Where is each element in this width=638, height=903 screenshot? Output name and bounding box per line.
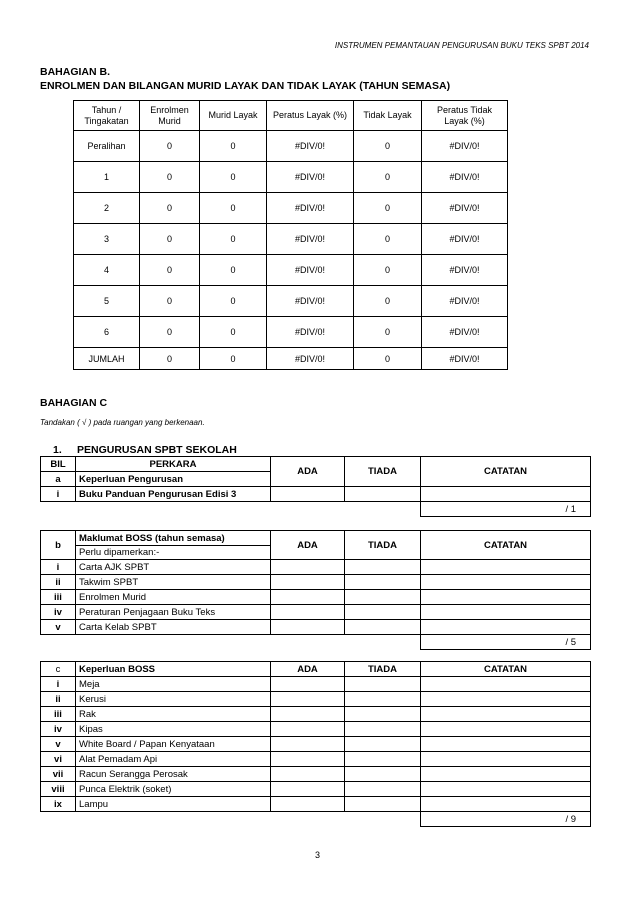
table-cell: 3 — [74, 224, 140, 255]
table-row — [74, 317, 508, 348]
tiada-checkbox-cell[interactable] — [345, 722, 421, 737]
item-text: Peraturan Penjagaan Buku Teks — [76, 605, 271, 620]
item-text: Carta AJK SPBT — [76, 560, 271, 575]
catatan-cell[interactable] — [421, 767, 591, 782]
ada-checkbox-cell[interactable] — [271, 767, 345, 782]
table-cell: 0 — [200, 286, 267, 317]
table-cell: 5 — [74, 286, 140, 317]
blank-cell — [76, 812, 271, 827]
blank-cell — [345, 635, 421, 650]
tiada-checkbox-cell[interactable] — [345, 575, 421, 590]
ada-checkbox-cell[interactable] — [271, 692, 345, 707]
blank-cell — [76, 502, 271, 517]
column-header: Peratus Tidak Layak (%) — [422, 101, 508, 131]
item-bil: iii — [41, 590, 76, 605]
item-bil: i — [41, 560, 76, 575]
table-cell: 6 — [74, 317, 140, 348]
table-row — [74, 348, 508, 370]
col-ada: ADA — [271, 662, 345, 677]
table-cell: 0 — [200, 348, 267, 370]
ada-checkbox-cell[interactable] — [271, 560, 345, 575]
ada-checkbox-cell[interactable] — [271, 737, 345, 752]
col-catatan: CATATAN — [421, 662, 591, 677]
table-cell: #DIV/0! — [267, 162, 354, 193]
table-cell: 0 — [140, 162, 200, 193]
checklist-row — [41, 782, 591, 797]
table-cell: 0 — [354, 224, 422, 255]
tiada-checkbox-cell[interactable] — [345, 692, 421, 707]
item-text: Punca Elektrik (soket) — [76, 782, 271, 797]
bahagian-c-title: BAHAGIAN C — [40, 397, 108, 409]
item-text: White Board / Papan Kenyataan — [76, 737, 271, 752]
blank-cell — [271, 502, 345, 517]
ada-checkbox-cell[interactable] — [271, 605, 345, 620]
ada-checkbox-cell[interactable] — [271, 590, 345, 605]
column-header: Murid Layak — [200, 101, 267, 131]
score-total: / 1 — [421, 502, 591, 517]
catatan-cell[interactable] — [421, 797, 591, 812]
item-bil: v — [41, 620, 76, 635]
blank-cell — [41, 812, 76, 827]
tiada-checkbox-cell[interactable] — [345, 620, 421, 635]
catatan-cell[interactable] — [421, 590, 591, 605]
table-row — [74, 162, 508, 193]
table-maklumat-boss — [40, 530, 591, 650]
blank-cell — [76, 635, 271, 650]
ada-checkbox-cell[interactable] — [271, 752, 345, 767]
checklist-row — [41, 620, 591, 635]
tiada-checkbox-cell[interactable] — [345, 797, 421, 812]
group-title: Maklumat BOSS (tahun semasa) — [76, 531, 271, 546]
table-cell: #DIV/0! — [267, 348, 354, 370]
checklist-row — [41, 692, 591, 707]
col-tiada: TIADA — [345, 662, 421, 677]
group-bil: c — [41, 662, 76, 677]
table-cell: 0 — [354, 348, 422, 370]
enrolment-table — [73, 100, 508, 370]
catatan-cell[interactable] — [421, 722, 591, 737]
table-cell: 0 — [140, 224, 200, 255]
item-bil: iv — [41, 722, 76, 737]
table-row — [74, 255, 508, 286]
tiada-checkbox-cell[interactable] — [345, 737, 421, 752]
item-bil: ii — [41, 692, 76, 707]
table-cell: #DIV/0! — [422, 224, 508, 255]
catatan-cell[interactable] — [421, 692, 591, 707]
checklist-row — [41, 677, 591, 692]
table-cell: 0 — [200, 224, 267, 255]
catatan-cell[interactable] — [421, 782, 591, 797]
checklist-row — [41, 767, 591, 782]
item-bil: viii — [41, 782, 76, 797]
item-bil: v — [41, 737, 76, 752]
ada-checkbox-cell[interactable] — [271, 722, 345, 737]
blank-cell — [271, 635, 345, 650]
group-bil: a — [41, 472, 76, 487]
col-catatan: CATATAN — [421, 457, 591, 487]
table-row — [74, 131, 508, 162]
table-cell: 1 — [74, 162, 140, 193]
catatan-cell[interactable] — [421, 677, 591, 692]
table-cell: 0 — [140, 131, 200, 162]
table-cell: 0 — [140, 348, 200, 370]
table-cell: #DIV/0! — [422, 162, 508, 193]
col-catatan: CATATAN — [421, 531, 591, 560]
ada-checkbox-cell[interactable] — [271, 487, 345, 502]
score-total: / 9 — [421, 812, 591, 827]
tiada-checkbox-cell[interactable] — [345, 560, 421, 575]
table-cell: 0 — [354, 255, 422, 286]
group-title: Keperluan BOSS — [76, 662, 271, 677]
table-cell: JUMLAH — [74, 348, 140, 370]
catatan-cell[interactable] — [421, 575, 591, 590]
catatan-cell[interactable] — [421, 620, 591, 635]
table-cell: 0 — [140, 193, 200, 224]
table-cell: 0 — [200, 162, 267, 193]
catatan-cell[interactable] — [421, 560, 591, 575]
item-text: Alat Pemadam Api — [76, 752, 271, 767]
group-subtitle: Perlu dipamerkan:- — [76, 546, 271, 560]
checklist-row — [41, 590, 591, 605]
table-cell: #DIV/0! — [422, 193, 508, 224]
table-cell: #DIV/0! — [267, 193, 354, 224]
table-cell: #DIV/0! — [422, 317, 508, 348]
item-text: Enrolmen Murid — [76, 590, 271, 605]
score-row — [41, 502, 591, 517]
table-cell: #DIV/0! — [267, 224, 354, 255]
item-bil: i — [41, 677, 76, 692]
tiada-checkbox-cell[interactable] — [345, 677, 421, 692]
score-row — [41, 635, 591, 650]
blank-cell — [41, 502, 76, 517]
table-keperluan-pengurusan — [40, 456, 591, 517]
table-cell: #DIV/0! — [267, 131, 354, 162]
col-tiada: TIADA — [345, 457, 421, 487]
item-bil: i — [41, 487, 76, 502]
checklist-row — [41, 575, 591, 590]
item-text: Racun Serangga Perosak — [76, 767, 271, 782]
table-cell: 0 — [140, 286, 200, 317]
bahagian-b-title: BAHAGIAN B. — [40, 66, 110, 78]
checklist-row — [41, 797, 591, 812]
ada-checkbox-cell[interactable] — [271, 575, 345, 590]
checklist-row — [41, 722, 591, 737]
table-cell: #DIV/0! — [422, 286, 508, 317]
col-ada: ADA — [271, 457, 345, 487]
catatan-cell[interactable] — [421, 752, 591, 767]
checklist-row — [41, 752, 591, 767]
ada-checkbox-cell[interactable] — [271, 677, 345, 692]
tiada-checkbox-cell[interactable] — [345, 707, 421, 722]
table-cell: 0 — [200, 131, 267, 162]
ada-checkbox-cell[interactable] — [271, 782, 345, 797]
catatan-cell[interactable] — [421, 487, 591, 502]
item-text: Meja — [76, 677, 271, 692]
checklist-row — [41, 560, 591, 575]
checklist-row — [41, 737, 591, 752]
table-cell: Peralihan — [74, 131, 140, 162]
group-bil: b — [41, 531, 76, 560]
score-row — [41, 812, 591, 827]
item-text: Carta Kelab SPBT — [76, 620, 271, 635]
table-cell: #DIV/0! — [422, 131, 508, 162]
table-cell: #DIV/0! — [267, 255, 354, 286]
tiada-checkbox-cell[interactable] — [345, 782, 421, 797]
section-title: PENGURUSAN SPBT SEKOLAH — [77, 444, 237, 456]
instruction-note: Tandakan ( √ ) pada ruangan yang berkenaan. — [40, 418, 205, 427]
column-header: Tidak Layak — [354, 101, 422, 131]
table-cell: 0 — [354, 131, 422, 162]
table-cell: #DIV/0! — [267, 286, 354, 317]
checklist-row — [41, 487, 591, 502]
table-cell: 0 — [200, 317, 267, 348]
tiada-checkbox-cell[interactable] — [345, 590, 421, 605]
catatan-cell[interactable] — [421, 707, 591, 722]
table-cell: 0 — [140, 255, 200, 286]
table-cell: 0 — [354, 317, 422, 348]
col-perkara: PERKARA — [76, 457, 271, 472]
item-text: Takwim SPBT — [76, 575, 271, 590]
table-cell: #DIV/0! — [267, 317, 354, 348]
item-text: Rak — [76, 707, 271, 722]
table-cell: #DIV/0! — [422, 348, 508, 370]
table-cell: 4 — [74, 255, 140, 286]
table-cell: 0 — [200, 193, 267, 224]
table-cell: 0 — [354, 286, 422, 317]
ada-checkbox-cell[interactable] — [271, 620, 345, 635]
column-header: Tahun / Tingakatan — [74, 101, 140, 131]
tiada-checkbox-cell[interactable] — [345, 487, 421, 502]
item-bil: vii — [41, 767, 76, 782]
ada-checkbox-cell[interactable] — [271, 797, 345, 812]
table-cell: 0 — [354, 193, 422, 224]
tiada-checkbox-cell[interactable] — [345, 752, 421, 767]
catatan-cell[interactable] — [421, 605, 591, 620]
ada-checkbox-cell[interactable] — [271, 707, 345, 722]
blank-cell — [271, 812, 345, 827]
table-cell: 2 — [74, 193, 140, 224]
item-text: Kerusi — [76, 692, 271, 707]
item-bil: ix — [41, 797, 76, 812]
checklist-row — [41, 605, 591, 620]
score-total: / 5 — [421, 635, 591, 650]
table-row — [74, 193, 508, 224]
tiada-checkbox-cell[interactable] — [345, 767, 421, 782]
table-row — [74, 286, 508, 317]
col-ada: ADA — [271, 531, 345, 560]
table-cell: 0 — [140, 317, 200, 348]
item-bil: ii — [41, 575, 76, 590]
page-number: 3 — [315, 850, 321, 860]
blank-cell — [41, 635, 76, 650]
table-cell: #DIV/0! — [422, 255, 508, 286]
table-row — [74, 224, 508, 255]
column-header: Enrolmen Murid — [140, 101, 200, 131]
table-keperluan-boss — [40, 661, 591, 827]
blank-cell — [345, 812, 421, 827]
col-tiada: TIADA — [345, 531, 421, 560]
table-cell: 0 — [354, 162, 422, 193]
section-number: 1. — [53, 444, 62, 456]
tiada-checkbox-cell[interactable] — [345, 605, 421, 620]
item-text: Buku Panduan Pengurusan Edisi 3 — [76, 487, 271, 502]
item-bil: vi — [41, 752, 76, 767]
item-bil: iv — [41, 605, 76, 620]
table-cell: 0 — [200, 255, 267, 286]
col-bil: BIL — [41, 457, 76, 472]
item-text: Lampu — [76, 797, 271, 812]
document-header: INSTRUMEN PEMANTAUAN PENGURUSAN BUKU TEKS SPBT 2014 — [334, 41, 589, 50]
blank-cell — [345, 502, 421, 517]
bahagian-b-subtitle: ENROLMEN DAN BILANGAN MURID LAYAK DAN TIDAK LAYAK (TAHUN SEMASA) — [40, 80, 451, 92]
checklist-row — [41, 707, 591, 722]
column-header: Peratus Layak (%) — [267, 101, 354, 131]
item-text: Kipas — [76, 722, 271, 737]
group-title: Keperluan Pengurusan — [76, 472, 271, 487]
catatan-cell[interactable] — [421, 737, 591, 752]
item-bil: iii — [41, 707, 76, 722]
